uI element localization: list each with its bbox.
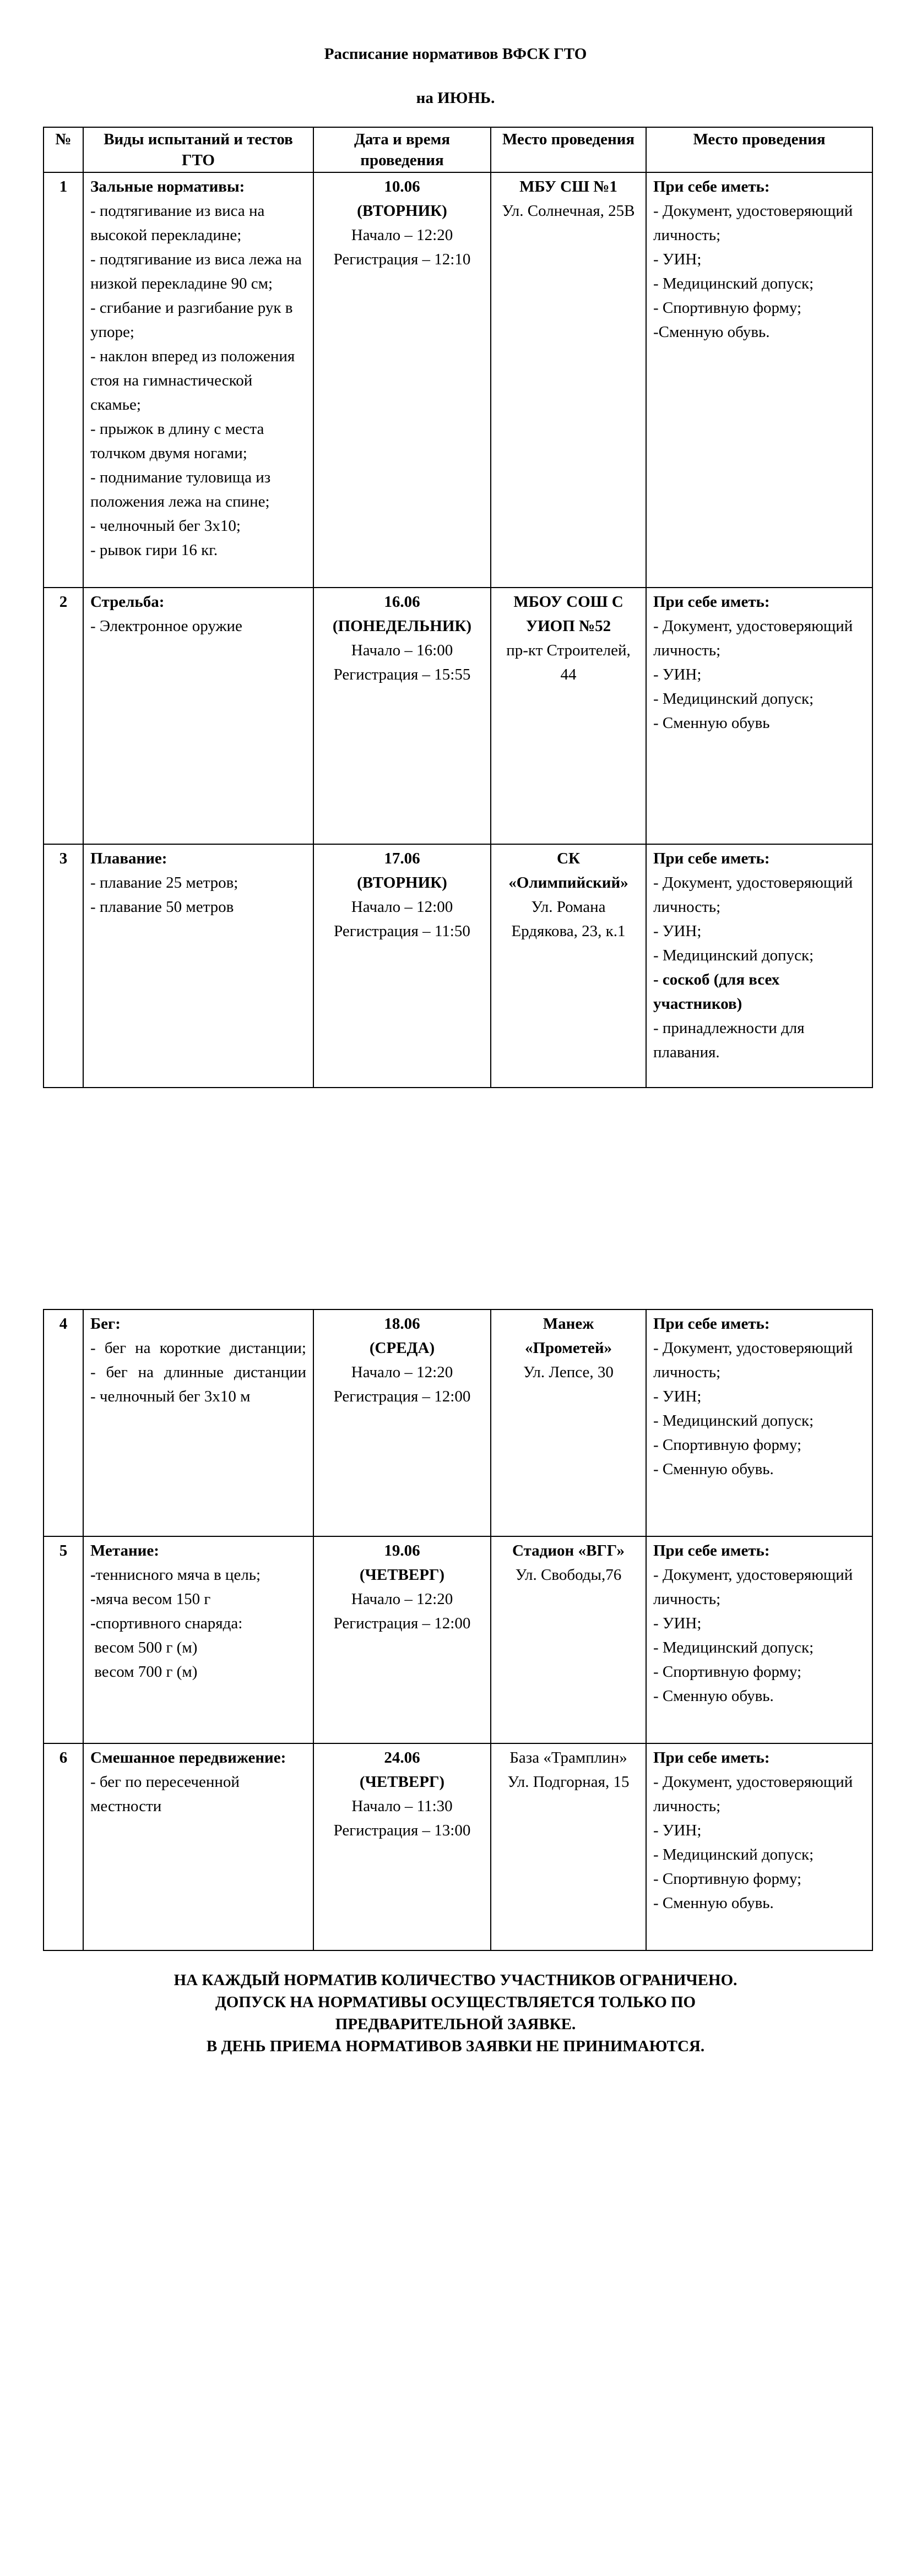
requirement-item: - Спортивную форму; — [653, 299, 802, 317]
requirement-item: - Документ, удостоверяющий личность; — [653, 617, 853, 659]
row-place — [491, 1743, 646, 1950]
place-name: МБОУ СОШ С УИОП №52 — [513, 593, 623, 635]
event-day: (СРЕДА) — [369, 1339, 435, 1357]
row-place — [491, 844, 646, 1088]
table-row — [44, 1743, 872, 1950]
requirements-title: При себе иметь: — [653, 850, 770, 867]
event-registration: Регистрация – 12:00 — [333, 1615, 471, 1632]
event-date: 24.06 — [384, 1749, 420, 1767]
row-requirements — [646, 1743, 872, 1950]
row-place — [491, 1309, 646, 1536]
event-start: Начало – 16:00 — [351, 642, 453, 659]
tests-title: Плавание: — [90, 850, 167, 867]
event-registration: Регистрация – 12:00 — [333, 1388, 471, 1405]
row-tests — [83, 1536, 313, 1743]
place-address: Ул. Лепсе, 30 — [523, 1363, 614, 1381]
test-item: - плавание 25 метров; — [90, 874, 238, 892]
place-name: СК «Олимпийский» — [508, 850, 628, 892]
requirement-item: - УИН; — [653, 1822, 702, 1839]
event-registration: Регистрация – 11:50 — [334, 922, 470, 940]
row-number: 6 — [44, 1743, 83, 1950]
requirement-item: - Документ, удостоверяющий личность; — [653, 202, 853, 244]
tests-title: Стрельба: — [90, 593, 165, 611]
row-tests — [83, 1309, 313, 1536]
test-item: - поднимание туловища из положения лежа на спине; — [90, 469, 271, 510]
event-start: Начало – 11:30 — [351, 1797, 453, 1815]
event-date: 19.06 — [384, 1542, 420, 1559]
requirement-item-highlight: - соскоб (для всех участников) — [653, 971, 780, 1013]
requirement-item: - принадлежности для плавания. — [653, 1019, 805, 1061]
event-date: 17.06 — [384, 850, 420, 867]
place-name: МБУ СШ №1 — [519, 178, 617, 195]
tests-title: Бег: — [90, 1315, 121, 1333]
table-header-row — [44, 127, 872, 172]
header-tests: Виды испытаний и тестов ГТО — [83, 127, 313, 172]
table-row — [44, 844, 872, 1088]
test-item: - бег на короткие дистанции; — [90, 1339, 306, 1357]
row-place — [491, 172, 646, 588]
page-title: Расписание нормативов ВФСК ГТО — [324, 45, 587, 63]
tests-title: Смешанное передвижение: — [90, 1749, 286, 1767]
notice-line: НА КАЖДЫЙ НОРМАТИВ КОЛИЧЕСТВО УЧАСТНИКОВ ОГРАНИЧЕНО. — [173, 1971, 738, 1989]
header-requirements: Место проведения — [646, 127, 872, 172]
tests-title: Метание: — [90, 1542, 159, 1559]
notice-line: ДОПУСК НА НОРМАТИВЫ ОСУЩЕСТВЛЯЕТСЯ ТОЛЬКО ПО — [215, 1993, 696, 2011]
event-start: Начало – 12:00 — [351, 898, 453, 916]
place-address: Ул. Романа Ердякова, 23, к.1 — [511, 898, 626, 940]
requirement-item: - УИН; — [653, 1388, 702, 1405]
test-item: - сгибание и разгибание рук в упоре; — [90, 299, 293, 341]
event-day: (ЧЕТВЕРГ) — [359, 1773, 445, 1791]
requirement-item: - Медицинский допуск; — [653, 275, 814, 292]
schedule-table-part-2 — [43, 1309, 873, 1951]
row-number: 5 — [44, 1536, 83, 1743]
place-name: База «Трамплин» — [509, 1749, 627, 1767]
row-number: 2 — [44, 588, 83, 844]
test-item: - подтягивание из виса лежа на низкой перекладине 90 см; — [90, 251, 302, 292]
test-item: - челночный бег 3х10 м — [90, 1388, 251, 1405]
event-registration: Регистрация – 13:00 — [333, 1822, 471, 1839]
event-date: 16.06 — [384, 593, 420, 611]
requirement-item: - Сменную обувь. — [653, 1687, 774, 1705]
row-number: 1 — [44, 172, 83, 588]
requirement-item: - Спортивную форму; — [653, 1436, 802, 1454]
event-date: 10.06 — [384, 178, 420, 195]
row-date — [313, 1743, 491, 1950]
row-requirements — [646, 588, 872, 844]
row-number: 4 — [44, 1309, 83, 1536]
requirements-title: При себе иметь: — [653, 1542, 770, 1559]
test-item: - наклон вперед из положения стоя на гимнастической скамье; — [90, 347, 295, 414]
row-tests — [83, 172, 313, 588]
test-item: -мяча весом 150 г — [90, 1590, 211, 1608]
table-row — [44, 172, 872, 588]
place-name: Стадион «ВГГ» — [512, 1542, 625, 1559]
test-item: - плавание 50 метров — [90, 898, 234, 916]
requirement-item: - УИН; — [653, 922, 702, 940]
event-day: (ПОНЕДЕЛЬНИК) — [332, 617, 472, 635]
requirement-item: - УИН; — [653, 666, 702, 683]
test-item: -спортивного снаряда: — [90, 1615, 243, 1632]
requirement-item: - Документ, удостоверяющий личность; — [653, 1339, 853, 1381]
event-day: (ВТОРНИК) — [357, 202, 447, 220]
test-item: - бег по пересеченной местности — [90, 1773, 240, 1815]
notice-line: ПРЕДВАРИТЕЛЬНОЙ ЗАЯВКЕ. — [335, 2015, 576, 2033]
event-start: Начало – 12:20 — [351, 1590, 453, 1608]
notice-block — [0, 1969, 911, 2057]
requirement-item: -Сменную обувь. — [653, 323, 770, 341]
test-item: - подтягивание из виса на высокой перекладине; — [90, 202, 265, 244]
schedule-table-part-1 — [43, 127, 873, 1088]
page-subtitle: на ИЮНЬ. — [416, 89, 495, 107]
requirements-title: При себе иметь: — [653, 178, 770, 195]
test-item: - рывок гири 16 кг. — [90, 541, 218, 559]
requirement-item: - Медицинский допуск; — [653, 1846, 814, 1863]
requirement-item: - Спортивную форму; — [653, 1870, 802, 1888]
test-item: - прыжок в длину с места толчком двумя ногами; — [90, 420, 264, 462]
requirements-title: При себе иметь: — [653, 593, 770, 611]
test-item: весом 700 г (м) — [90, 1663, 198, 1681]
row-number: 3 — [44, 844, 83, 1088]
event-day: (ЧЕТВЕРГ) — [359, 1566, 445, 1584]
event-registration: Регистрация – 15:55 — [333, 666, 471, 683]
row-requirements — [646, 172, 872, 588]
test-item: - челночный бег 3х10; — [90, 517, 241, 535]
event-start: Начало – 12:20 — [351, 1363, 453, 1381]
row-requirements — [646, 1536, 872, 1743]
event-registration: Регистрация – 12:10 — [333, 251, 471, 268]
table-row — [44, 1536, 872, 1743]
requirement-item: - Документ, удостоверяющий личность; — [653, 1566, 853, 1608]
place-address: Ул. Подгорная, 15 — [507, 1773, 630, 1791]
event-date: 18.06 — [384, 1315, 420, 1333]
requirements-title: При себе иметь: — [653, 1315, 770, 1333]
requirement-item: - УИН; — [653, 251, 702, 268]
notice-line: В ДЕНЬ ПРИЕМА НОРМАТИВОВ ЗАЯВКИ НЕ ПРИНИМАЮТСЯ. — [206, 2037, 705, 2055]
requirement-item: - Документ, удостоверяющий личность; — [653, 1773, 853, 1815]
requirement-item: - Медицинский допуск; — [653, 1412, 814, 1430]
row-date — [313, 588, 491, 844]
requirement-item: - Документ, удостоверяющий личность; — [653, 874, 853, 916]
header-place: Место проведения — [491, 127, 646, 172]
test-item: весом 500 г (м) — [90, 1639, 198, 1656]
requirement-item: - Сменную обувь — [653, 714, 770, 732]
requirement-item: - Сменную обувь. — [653, 1894, 774, 1912]
header-date: Дата и время проведения — [313, 127, 491, 172]
table-row — [44, 1309, 872, 1536]
row-place — [491, 588, 646, 844]
requirement-item: - Медицинский допуск; — [653, 690, 814, 708]
place-address: Ул. Солнечная, 25В — [502, 202, 635, 220]
test-item: - бег на длинные дистанции — [90, 1363, 306, 1381]
requirement-item: - Медицинский допуск; — [653, 947, 814, 964]
requirement-item: - Медицинский допуск; — [653, 1639, 814, 1656]
row-tests — [83, 844, 313, 1088]
row-place — [491, 1536, 646, 1743]
row-tests — [83, 588, 313, 844]
row-requirements — [646, 1309, 872, 1536]
event-start: Начало – 12:20 — [351, 226, 453, 244]
row-tests — [83, 1743, 313, 1950]
table-row — [44, 588, 872, 844]
test-item: -теннисного мяча в цель; — [90, 1566, 261, 1584]
place-name: Манеж «Прометей» — [524, 1315, 612, 1357]
event-day: (ВТОРНИК) — [357, 874, 447, 892]
header-number: № — [44, 127, 83, 172]
row-date — [313, 172, 491, 588]
test-item: - Электронное оружие — [90, 617, 242, 635]
row-date — [313, 1309, 491, 1536]
requirement-item: - УИН; — [653, 1615, 702, 1632]
requirement-item: - Сменную обувь. — [653, 1460, 774, 1478]
row-date — [313, 844, 491, 1088]
place-address: пр-кт Строителей, 44 — [506, 642, 631, 683]
requirements-title: При себе иметь: — [653, 1749, 770, 1767]
place-address: Ул. Свободы,76 — [515, 1566, 622, 1584]
row-date — [313, 1536, 491, 1743]
tests-title: Зальные нормативы: — [90, 178, 245, 195]
row-requirements — [646, 844, 872, 1088]
requirement-item: - Спортивную форму; — [653, 1663, 802, 1681]
